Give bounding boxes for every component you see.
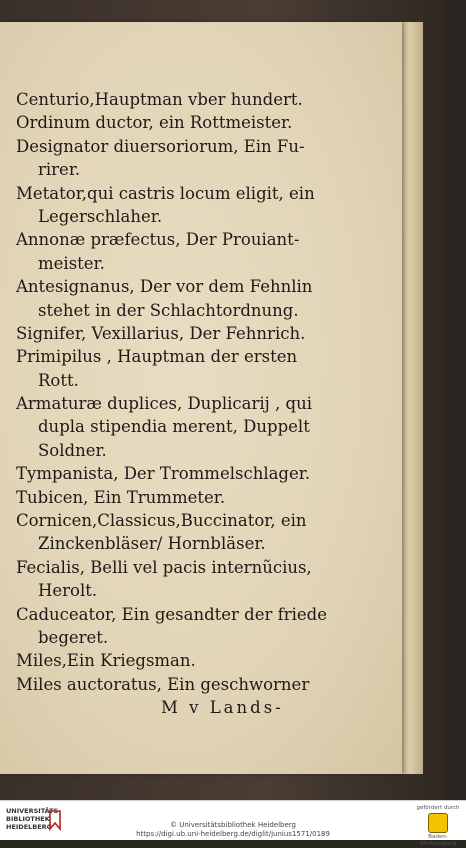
text-line: Ordinum ductor, ein Rottmeister. bbox=[16, 113, 293, 133]
text-line: Cornicen,Classicus,Buccinator, ein bbox=[16, 511, 307, 531]
text-line: Miles,Ein Kriegsman. bbox=[16, 651, 196, 671]
funder-box bbox=[416, 805, 460, 848]
text-line: stehet in der Schlachtordnung. bbox=[38, 300, 299, 320]
text-line: Annonæ præfectus, Der Prouiant- bbox=[16, 230, 300, 250]
text-line: Armaturæ duplices, Duplicarij , qui bbox=[16, 394, 312, 414]
text-block bbox=[16, 88, 327, 720]
text-line: meister. bbox=[38, 253, 105, 273]
text-line: Designator diuersoriorum, Ein Fu- bbox=[16, 136, 305, 156]
text-line: Zinckenbläser/ Hornbläser. bbox=[38, 534, 266, 554]
text-line: dupla stipendia merent, Duppelt bbox=[38, 417, 310, 437]
text-line: Fecialis, Belli vel pacis internũcius, bbox=[16, 557, 312, 577]
catchword-line: M v Lands- bbox=[161, 698, 284, 718]
text-line: Herolt. bbox=[38, 581, 98, 601]
book-page bbox=[0, 22, 402, 774]
text-line: Caduceator, Ein gesandter der friede bbox=[16, 604, 327, 624]
page-edge bbox=[400, 22, 423, 774]
text-line: Rott. bbox=[38, 370, 79, 390]
text-line: Primipilus , Hauptman der ersten bbox=[16, 347, 298, 367]
copyright-notice bbox=[0, 821, 466, 839]
permalink[interactable]: https://digi.ub.uni-heidelberg.de/diglit/junius1571/0189 bbox=[136, 830, 330, 838]
text-line: Centurio,Hauptman vber hundert. bbox=[16, 90, 303, 109]
text-line: Soldner. bbox=[38, 440, 107, 460]
funder-logo-icon bbox=[428, 813, 448, 833]
text-line: Legerschlaher. bbox=[38, 206, 163, 226]
text-line: Metator,qui castris locum eligit, ein bbox=[16, 183, 315, 203]
funder-label: gefördert durch bbox=[416, 805, 460, 811]
text-line: Antesignanus, Der vor dem Fehnlin bbox=[16, 277, 313, 297]
text-line: Tympanista, Der Trommelschlager. bbox=[16, 464, 311, 484]
text-line: Tubicen, Ein Trummeter. bbox=[16, 487, 226, 507]
viewer-footer bbox=[0, 800, 466, 847]
text-line: Signifer, Vexillarius, Der Fehnrich. bbox=[16, 323, 306, 343]
text-line: rirer. bbox=[38, 160, 81, 180]
funder-name: Baden-Württemberg bbox=[419, 834, 457, 847]
library-logo-text: UNIVERSITÄTS BIBLIOTHEK HEIDELBERG bbox=[6, 807, 59, 831]
copyright-text: © Universitätsbibliothek Heidelberg bbox=[169, 821, 296, 829]
text-line: begeret. bbox=[38, 627, 109, 647]
text-line: Miles auctoratus, Ein geschworner bbox=[16, 674, 310, 694]
